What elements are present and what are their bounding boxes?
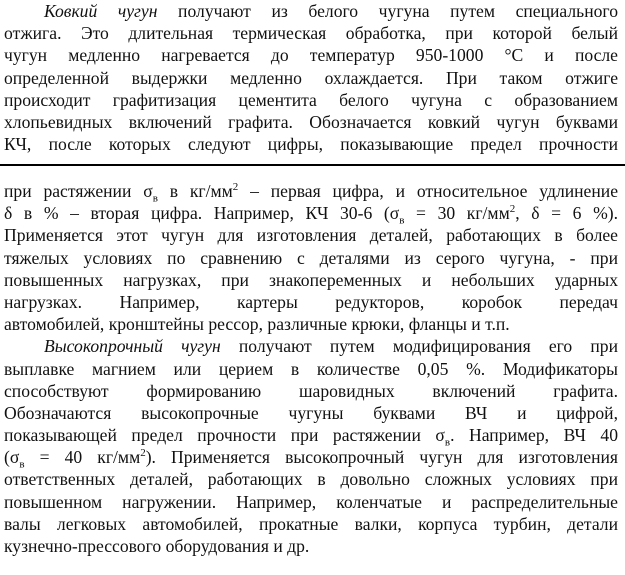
subscript: в xyxy=(444,436,451,447)
text-fragment: показывающей предел прочности при растяжении σ xyxy=(4,425,445,446)
superscript: 2 xyxy=(509,203,516,216)
text-line: Обозначаются высокопрочные чугуны буквами ВЧ и цифрой, xyxy=(4,402,618,423)
text-fragment: . Например, ВЧ 40 xyxy=(450,425,618,446)
text-fragment: (σ xyxy=(4,447,20,468)
text-fragment: – первая цифра, и относительное удлинение xyxy=(238,181,618,201)
text-line: повышенных нагрузках, при знакопеременных и небольших ударных xyxy=(4,269,618,290)
text-fragment: ). Применяется высокопрочный чугун для изготовления xyxy=(145,447,618,468)
text-fragment: получают путем модифицирования его при xyxy=(220,336,618,357)
superscript: 2 xyxy=(140,447,146,460)
text-line: выплавке магнием или церием в количестве 0,05 %. Модификаторы xyxy=(4,358,618,379)
text-fragment: , δ = 6 %). xyxy=(515,203,618,224)
subscript: в xyxy=(19,458,25,469)
text-line xyxy=(4,180,618,202)
text-line xyxy=(4,202,618,224)
text-block-malleable-iron xyxy=(4,0,618,155)
text-line: способствуют формированию шаровидных включений графита. xyxy=(4,380,618,401)
text-fragment: при растяжении σ xyxy=(4,181,153,201)
term-high-strength-iron: Высокопрочный чугун xyxy=(44,336,221,357)
text-line: тяжелых условиях по сравнению с деталями из серого чугуна, - при xyxy=(4,247,618,268)
text-line xyxy=(4,335,618,357)
text-fragment: δ в % – вторая цифра. Например, КЧ 30-6 (σ xyxy=(4,203,400,224)
text-line xyxy=(4,424,618,446)
subscript: в xyxy=(152,192,158,203)
text-line: отжига. Это длительная термическая обработка, при которой белый xyxy=(4,23,618,44)
text-fragment: = 40 кг/мм xyxy=(24,447,141,468)
text-block-continued xyxy=(4,180,618,557)
text-line: Применяется этот чугун для изготовления деталей, работающих в более xyxy=(4,225,618,246)
text-line: КЧ, после которых следуют цифры, показывающие предел прочности xyxy=(4,134,618,155)
text-fragment: получают из белого чугуна путем специального xyxy=(157,1,618,21)
text-line: хлопьевидных включений графита. Обозначается ковкий чугун буквами xyxy=(4,111,618,132)
text-line xyxy=(4,446,618,468)
text-fragment: = 30 кг/мм xyxy=(404,203,510,224)
text-line: валы легковых автомобилей, прокатные валки, корпуса турбин, детали xyxy=(4,513,618,534)
term-malleable-iron: Ковкий чугун xyxy=(44,1,158,21)
text-line: происходит графитизация цементита белого чугуна с образованием xyxy=(4,89,618,110)
text-fragment: в кг/мм xyxy=(157,181,233,201)
text-line: нагрузках. Например, картеры редукторов, коробок передач xyxy=(4,291,618,312)
superscript: 2 xyxy=(232,181,239,194)
text-line xyxy=(4,0,618,22)
text-line: определенной выдержки медленно охлаждается. При таком отжиге xyxy=(4,67,618,88)
page-break-divider xyxy=(0,164,625,166)
subscript: в xyxy=(399,214,405,225)
text-line: ответственных деталей, работающих в довольно сложных условиях при xyxy=(4,469,618,490)
text-line: кузнечно-прессового оборудования и др. xyxy=(4,536,310,556)
text-line: чугун медленно нагревается до температур 950-1000 °С и после xyxy=(4,45,618,66)
text-line: автомобилей, кронштейны рессор, различные крюки, фланцы и т.п. xyxy=(4,314,510,335)
text-line: повышенном нагружении. Например, коленчатые и распределительные xyxy=(4,491,618,512)
